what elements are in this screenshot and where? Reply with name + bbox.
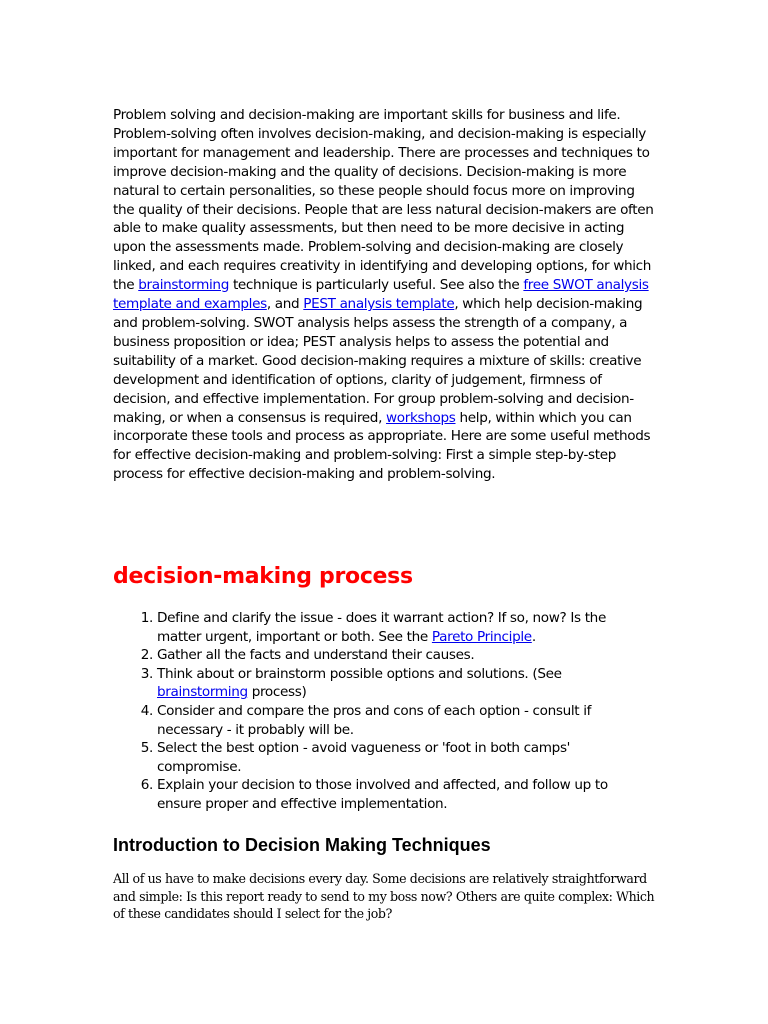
list-item — [157, 646, 633, 665]
techniques-paragraph: All of us have to make decisions every day. Some decisions are relatively straightforward and simple: Is this report ready to send to my boss now? Others are quite complex: Which of these candidates should I select for the job? — [113, 871, 655, 922]
pareto-principle-link[interactable]: Pareto Principle — [431, 628, 532, 645]
intro-paragraph — [113, 106, 658, 484]
list-item — [157, 739, 633, 776]
brainstorming-process-link[interactable]: brainstorming — [157, 684, 248, 701]
intro-text-4: , which help decision-making and problem-solving. SWOT analysis helps assess the strength of a company, a business proposition or idea; PEST analysis helps to assess the potential and suitability of a market. Good decision-making requires a mixture of skills: creative development and identification of options, clarity of judgement, firmness of decision, and effective implementation. For group problem-solving and decision-making, or when a consensus is required, — [113, 296, 643, 426]
list-item — [157, 609, 633, 646]
intro-text-1: Problem solving and decision-making are important skills for business and life. Problem-solving often involves decision-making, and decision-making is especially important for management and leadership. There are processes and techniques to improve decision-making and the quality of decisions. Decision-making is more natural to certain personalities, so these people should focus more on improving the quality of their decisions. People that are less natural decision-makers are often able to make quality assessments, but then need to be more decisive in acting upon the assessments made. Problem-solving and decision-making are closely linked, and each requires creativity in identifying and developing options, for which the — [113, 107, 654, 294]
pest-template-link[interactable]: PEST analysis template — [303, 296, 455, 313]
list-item — [157, 776, 633, 813]
process-steps-list — [113, 609, 633, 814]
list-item — [157, 665, 633, 702]
intro-text-5: help, within which you can incorporate these tools and process as appropriate. Here are some useful methods for effective decision-making and problem-solving: First a simple step-by-step process for effective decision-making and problem-solving. — [113, 409, 651, 483]
techniques-heading: Introduction to Decision Making Techniques — [113, 835, 491, 855]
step-6-text: Explain your decision to those involved and affected, and follow up to ensure proper and effective implementation. — [157, 777, 608, 812]
step-5-text: Select the best option - avoid vagueness or 'foot in both camps' compromise. — [157, 740, 571, 775]
step-2-text: Gather all the facts and understand their causes. — [157, 647, 475, 664]
step-3-text: Think about or brainstorm possible options and solutions. (See — [157, 665, 562, 682]
intro-text-2: technique is particularly useful. See also the — [228, 277, 524, 294]
workshops-link[interactable]: workshops — [386, 409, 456, 426]
step-1-end: . — [531, 628, 536, 645]
intro-text-3: , and — [266, 296, 304, 313]
list-item — [157, 702, 633, 739]
step-3-end: process) — [247, 684, 307, 701]
step-1-text: Define and clarify the issue - does it warrant action? If so, now? Is the matter urgent, important or both. See the — [157, 610, 606, 645]
process-heading: decision-making process — [113, 564, 413, 589]
step-4-text: Consider and compare the pros and cons of each option - consult if necessary - it probably will be. — [157, 702, 592, 738]
swot-template-link[interactable]: free SWOT analysis template and examples — [113, 277, 649, 313]
brainstorming-link[interactable]: brainstorming — [138, 277, 229, 294]
